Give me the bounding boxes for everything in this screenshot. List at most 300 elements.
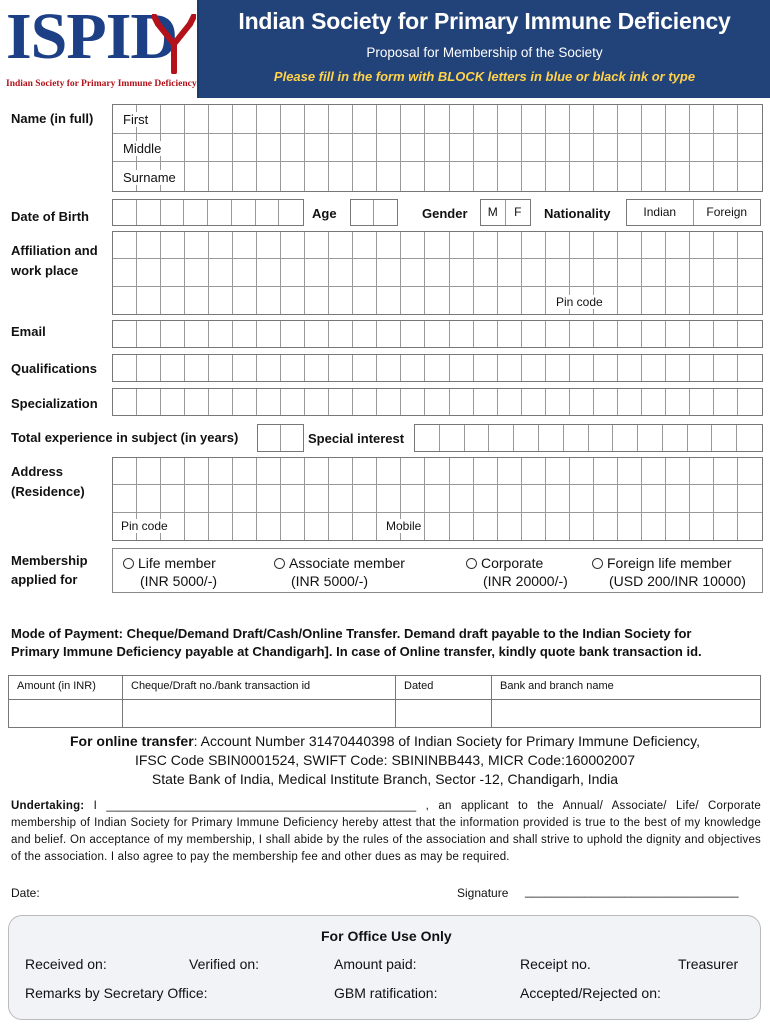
letter-cell[interactable] [161, 389, 185, 415]
letter-cell[interactable] [281, 105, 305, 134]
letter-cell[interactable] [738, 458, 762, 485]
letter-cell[interactable] [546, 485, 570, 512]
letter-cell[interactable] [714, 134, 738, 163]
letter-cell[interactable] [589, 425, 614, 451]
letter-cell[interactable] [522, 355, 546, 381]
letter-cell[interactable] [257, 513, 281, 540]
letter-cell[interactable] [185, 287, 209, 314]
letter-cell[interactable] [498, 162, 522, 191]
letter-cell[interactable] [690, 355, 714, 381]
letter-cell[interactable] [353, 485, 377, 512]
email-field[interactable] [112, 320, 763, 348]
letter-cell[interactable] [666, 134, 690, 163]
name-grid[interactable] [112, 104, 763, 192]
letter-cell[interactable] [233, 287, 257, 314]
letter-cell[interactable] [666, 232, 690, 259]
letter-cell[interactable] [642, 259, 666, 286]
letter-cell[interactable] [666, 458, 690, 485]
radio-icon[interactable] [123, 558, 134, 569]
letter-cell[interactable] [329, 105, 353, 134]
letter-cell[interactable] [257, 232, 281, 259]
letter-cell[interactable] [209, 389, 233, 415]
letter-cell[interactable] [281, 162, 305, 191]
letter-cell[interactable] [113, 287, 137, 314]
letter-cell[interactable] [714, 259, 738, 286]
letter-cell[interactable] [450, 458, 474, 485]
letter-cell[interactable] [233, 485, 257, 512]
letter-cell[interactable] [642, 321, 666, 347]
letter-cell[interactable] [474, 321, 498, 347]
letter-cell[interactable] [522, 287, 546, 314]
letter-cell[interactable] [714, 162, 738, 191]
letter-cell[interactable] [185, 458, 209, 485]
letter-cell[interactable] [305, 287, 329, 314]
letter-cell[interactable] [450, 389, 474, 415]
letter-cell[interactable] [450, 355, 474, 381]
letter-cell[interactable] [450, 513, 474, 540]
letter-cell[interactable] [474, 513, 498, 540]
letter-cell[interactable] [161, 355, 185, 381]
letter-cell[interactable] [498, 458, 522, 485]
letter-cell[interactable] [401, 105, 425, 134]
letter-cell[interactable] [185, 321, 209, 347]
letter-cell[interactable] [401, 458, 425, 485]
letter-cell[interactable] [642, 134, 666, 163]
letter-cell[interactable] [209, 513, 233, 540]
letter-cell[interactable] [161, 259, 185, 286]
letter-cell[interactable] [642, 458, 666, 485]
letter-cell[interactable] [113, 485, 137, 512]
letter-cell[interactable] [329, 389, 353, 415]
letter-cell[interactable] [714, 355, 738, 381]
letter-cell[interactable] [618, 485, 642, 512]
letter-cell[interactable] [450, 485, 474, 512]
letter-cell[interactable] [666, 259, 690, 286]
letter-cell[interactable] [281, 134, 305, 163]
letter-cell[interactable] [522, 105, 546, 134]
letter-cell[interactable] [137, 458, 161, 485]
letter-cell[interactable] [329, 513, 353, 540]
letter-cell[interactable] [113, 389, 137, 415]
letter-cell[interactable] [546, 355, 570, 381]
letter-cell[interactable] [570, 458, 594, 485]
letter-cell[interactable] [474, 232, 498, 259]
letter-cell[interactable] [522, 134, 546, 163]
letter-cell[interactable] [161, 232, 185, 259]
letter-cell[interactable] [233, 389, 257, 415]
letter-cell[interactable] [281, 287, 305, 314]
letter-cell[interactable] [401, 232, 425, 259]
letter-cell[interactable] [233, 232, 257, 259]
letter-cell[interactable] [712, 425, 737, 451]
letter-cell[interactable] [666, 321, 690, 347]
letter-cell[interactable] [257, 287, 281, 314]
letter-cell[interactable] [401, 259, 425, 286]
letter-cell[interactable] [305, 458, 329, 485]
letter-cell[interactable] [738, 287, 762, 314]
letter-cell[interactable] [257, 485, 281, 512]
letter-cell[interactable] [594, 458, 618, 485]
letter-cell[interactable] [690, 232, 714, 259]
letter-cell[interactable] [738, 105, 762, 134]
letter-cell[interactable] [666, 162, 690, 191]
letter-cell[interactable] [377, 355, 401, 381]
letter-cell[interactable] [137, 287, 161, 314]
letter-cell[interactable] [666, 513, 690, 540]
letter-cell[interactable] [714, 458, 738, 485]
letter-cell[interactable] [570, 259, 594, 286]
letter-cell[interactable] [642, 162, 666, 191]
letter-cell[interactable] [209, 355, 233, 381]
letter-cell[interactable] [113, 232, 137, 259]
letter-cell[interactable] [401, 162, 425, 191]
letter-cell[interactable] [738, 513, 762, 540]
letter-cell[interactable] [546, 513, 570, 540]
letter-cell[interactable] [690, 162, 714, 191]
letter-cell[interactable] [233, 134, 257, 163]
letter-cell[interactable] [329, 162, 353, 191]
letter-cell[interactable] [401, 355, 425, 381]
letter-cell[interactable] [425, 321, 449, 347]
letter-cell[interactable] [570, 513, 594, 540]
letter-cell[interactable] [305, 485, 329, 512]
membership-option-foreign-life[interactable]: Foreign life member (USD 200/INR 10000) [592, 554, 746, 590]
letter-cell[interactable] [377, 389, 401, 415]
letter-cell[interactable] [666, 485, 690, 512]
letter-cell[interactable] [546, 458, 570, 485]
letter-cell[interactable] [161, 134, 185, 163]
letter-cell[interactable] [450, 321, 474, 347]
payment-bank-input[interactable] [492, 700, 761, 728]
letter-cell[interactable] [401, 321, 425, 347]
letter-cell[interactable] [305, 162, 329, 191]
letter-cell[interactable] [570, 162, 594, 191]
letter-cell[interactable] [425, 232, 449, 259]
letter-cell[interactable] [305, 134, 329, 163]
letter-cell[interactable] [281, 321, 305, 347]
letter-cell[interactable] [570, 232, 594, 259]
radio-icon[interactable] [274, 558, 285, 569]
letter-cell[interactable] [714, 321, 738, 347]
letter-cell[interactable] [514, 425, 539, 451]
letter-cell[interactable] [209, 134, 233, 163]
letter-cell[interactable] [594, 389, 618, 415]
letter-cell[interactable] [425, 389, 449, 415]
letter-cell[interactable] [714, 105, 738, 134]
letter-cell[interactable] [425, 458, 449, 485]
letter-cell[interactable] [594, 355, 618, 381]
membership-option-associate[interactable]: Associate member (INR 5000/-) [274, 554, 405, 590]
letter-cell[interactable] [642, 287, 666, 314]
letter-cell[interactable] [137, 259, 161, 286]
letter-cell[interactable] [185, 134, 209, 163]
letter-cell[interactable] [257, 259, 281, 286]
letter-cell[interactable] [738, 321, 762, 347]
letter-cell[interactable] [666, 355, 690, 381]
letter-cell[interactable] [377, 105, 401, 134]
letter-cell[interactable] [185, 513, 209, 540]
signature-line[interactable]: ________________________________ [525, 884, 739, 898]
letter-cell[interactable] [377, 458, 401, 485]
letter-cell[interactable] [353, 321, 377, 347]
nationality-indian-option[interactable]: Indian [627, 200, 694, 225]
letter-cell[interactable] [425, 355, 449, 381]
letter-cell[interactable] [305, 513, 329, 540]
letter-cell[interactable] [450, 232, 474, 259]
letter-cell[interactable] [618, 458, 642, 485]
letter-cell[interactable] [474, 105, 498, 134]
dob-field[interactable] [112, 199, 304, 226]
letter-cell[interactable] [663, 425, 688, 451]
letter-cell[interactable] [546, 134, 570, 163]
letter-cell[interactable] [281, 485, 305, 512]
letter-cell[interactable] [522, 232, 546, 259]
letter-cell[interactable] [233, 355, 257, 381]
letter-cell[interactable] [185, 162, 209, 191]
letter-cell[interactable] [209, 105, 233, 134]
letter-cell[interactable] [594, 485, 618, 512]
letter-cell[interactable] [666, 287, 690, 314]
letter-cell[interactable] [613, 425, 638, 451]
letter-cell[interactable] [113, 321, 137, 347]
letter-cell[interactable] [570, 389, 594, 415]
letter-cell[interactable] [401, 389, 425, 415]
payment-amount-input[interactable] [9, 700, 123, 728]
letter-cell[interactable] [329, 485, 353, 512]
letter-cell[interactable] [690, 389, 714, 415]
letter-cell[interactable] [353, 355, 377, 381]
letter-cell[interactable] [353, 287, 377, 314]
letter-cell[interactable] [425, 287, 449, 314]
nationality-field[interactable] [626, 199, 761, 226]
letter-cell[interactable] [522, 321, 546, 347]
letter-cell[interactable] [498, 321, 522, 347]
gender-f-option[interactable]: F [514, 205, 522, 219]
payment-dated-input[interactable] [396, 700, 492, 728]
letter-cell[interactable] [638, 425, 663, 451]
letter-cell[interactable] [329, 321, 353, 347]
letter-cell[interactable] [161, 485, 185, 512]
letter-cell[interactable] [474, 355, 498, 381]
letter-cell[interactable] [690, 485, 714, 512]
letter-cell[interactable] [618, 162, 642, 191]
letter-cell[interactable] [209, 287, 233, 314]
letter-cell[interactable] [498, 105, 522, 134]
letter-cell[interactable] [690, 287, 714, 314]
letter-cell[interactable] [377, 321, 401, 347]
address-grid[interactable] [112, 457, 763, 541]
letter-cell[interactable] [305, 105, 329, 134]
letter-cell[interactable] [233, 162, 257, 191]
letter-cell[interactable] [690, 513, 714, 540]
letter-cell[interactable] [522, 162, 546, 191]
letter-cell[interactable] [329, 259, 353, 286]
letter-cell[interactable] [281, 355, 305, 381]
membership-option-life[interactable]: Life member (INR 5000/-) [123, 554, 217, 590]
letter-cell[interactable] [209, 259, 233, 286]
letter-cell[interactable] [714, 232, 738, 259]
letter-cell[interactable] [257, 355, 281, 381]
payment-cheque-input[interactable] [123, 700, 396, 728]
letter-cell[interactable] [738, 232, 762, 259]
letter-cell[interactable] [642, 485, 666, 512]
letter-cell[interactable] [642, 232, 666, 259]
letter-cell[interactable] [498, 355, 522, 381]
letter-cell[interactable] [474, 162, 498, 191]
letter-cell[interactable] [450, 259, 474, 286]
letter-cell[interactable] [594, 513, 618, 540]
letter-cell[interactable] [474, 287, 498, 314]
letter-cell[interactable] [209, 232, 233, 259]
letter-cell[interactable] [690, 321, 714, 347]
letter-cell[interactable] [546, 259, 570, 286]
letter-cell[interactable] [137, 485, 161, 512]
letter-cell[interactable] [594, 134, 618, 163]
letter-cell[interactable] [257, 458, 281, 485]
radio-icon[interactable] [592, 558, 603, 569]
letter-cell[interactable] [281, 389, 305, 415]
letter-cell[interactable] [305, 321, 329, 347]
letter-cell[interactable] [353, 134, 377, 163]
letter-cell[interactable] [161, 105, 185, 134]
letter-cell[interactable] [209, 321, 233, 347]
letter-cell[interactable] [329, 134, 353, 163]
letter-cell[interactable] [642, 355, 666, 381]
letter-cell[interactable] [642, 105, 666, 134]
age-field[interactable] [350, 199, 398, 226]
letter-cell[interactable] [329, 458, 353, 485]
letter-cell[interactable] [738, 355, 762, 381]
letter-cell[interactable] [209, 458, 233, 485]
letter-cell[interactable] [185, 355, 209, 381]
letter-cell[interactable] [738, 389, 762, 415]
letter-cell[interactable] [714, 513, 738, 540]
letter-cell[interactable] [281, 513, 305, 540]
letter-cell[interactable] [690, 458, 714, 485]
letter-cell[interactable] [546, 162, 570, 191]
letter-cell[interactable] [489, 425, 514, 451]
letter-cell[interactable] [233, 259, 257, 286]
letter-cell[interactable] [642, 513, 666, 540]
letter-cell[interactable] [353, 259, 377, 286]
letter-cell[interactable] [353, 458, 377, 485]
letter-cell[interactable] [450, 105, 474, 134]
letter-cell[interactable] [233, 513, 257, 540]
radio-icon[interactable] [466, 558, 477, 569]
letter-cell[interactable] [618, 232, 642, 259]
letter-cell[interactable] [185, 485, 209, 512]
letter-cell[interactable] [305, 232, 329, 259]
letter-cell[interactable] [185, 105, 209, 134]
letter-cell[interactable] [257, 321, 281, 347]
letter-cell[interactable] [690, 105, 714, 134]
letter-cell[interactable] [688, 425, 713, 451]
letter-cell[interactable] [185, 389, 209, 415]
letter-cell[interactable] [570, 355, 594, 381]
letter-cell[interactable] [137, 232, 161, 259]
letter-cell[interactable] [714, 389, 738, 415]
letter-cell[interactable] [539, 425, 564, 451]
letter-cell[interactable] [353, 162, 377, 191]
letter-cell[interactable] [498, 134, 522, 163]
letter-cell[interactable] [329, 287, 353, 314]
letter-cell[interactable] [666, 105, 690, 134]
letter-cell[interactable] [546, 389, 570, 415]
letter-cell[interactable] [377, 485, 401, 512]
letter-cell[interactable] [546, 105, 570, 134]
letter-cell[interactable] [233, 458, 257, 485]
letter-cell[interactable] [377, 259, 401, 286]
letter-cell[interactable] [714, 287, 738, 314]
letter-cell[interactable] [329, 355, 353, 381]
letter-cell[interactable] [415, 425, 440, 451]
letter-cell[interactable] [474, 259, 498, 286]
letter-cell[interactable] [425, 162, 449, 191]
letter-cell[interactable] [377, 287, 401, 314]
letter-cell[interactable] [618, 287, 642, 314]
special-interest-field[interactable] [414, 424, 763, 452]
letter-cell[interactable] [737, 425, 762, 451]
nationality-foreign-option[interactable]: Foreign [706, 205, 748, 219]
letter-cell[interactable] [690, 134, 714, 163]
letter-cell[interactable] [185, 232, 209, 259]
letter-cell[interactable] [305, 355, 329, 381]
letter-cell[interactable] [401, 287, 425, 314]
letter-cell[interactable] [353, 232, 377, 259]
letter-cell[interactable] [618, 134, 642, 163]
letter-cell[interactable] [642, 389, 666, 415]
letter-cell[interactable] [353, 105, 377, 134]
letter-cell[interactable] [618, 389, 642, 415]
letter-cell[interactable] [522, 389, 546, 415]
letter-cell[interactable] [594, 321, 618, 347]
letter-cell[interactable] [450, 287, 474, 314]
letter-cell[interactable] [618, 105, 642, 134]
letter-cell[interactable] [570, 485, 594, 512]
letter-cell[interactable] [546, 321, 570, 347]
letter-cell[interactable] [353, 389, 377, 415]
affiliation-grid[interactable] [112, 231, 763, 315]
letter-cell[interactable] [666, 389, 690, 415]
letter-cell[interactable] [353, 513, 377, 540]
letter-cell[interactable] [498, 513, 522, 540]
letter-cell[interactable] [113, 355, 137, 381]
letter-cell[interactable] [305, 259, 329, 286]
experience-field[interactable] [257, 424, 304, 452]
letter-cell[interactable] [377, 162, 401, 191]
specialization-field[interactable] [112, 388, 763, 416]
letter-cell[interactable] [233, 105, 257, 134]
letter-cell[interactable] [425, 105, 449, 134]
letter-cell[interactable] [522, 485, 546, 512]
letter-cell[interactable] [618, 321, 642, 347]
letter-cell[interactable] [498, 287, 522, 314]
letter-cell[interactable] [377, 232, 401, 259]
letter-cell[interactable] [257, 162, 281, 191]
letter-cell[interactable] [450, 162, 474, 191]
letter-cell[interactable] [137, 389, 161, 415]
letter-cell[interactable] [305, 389, 329, 415]
letter-cell[interactable] [233, 321, 257, 347]
letter-cell[interactable] [498, 232, 522, 259]
letter-cell[interactable] [440, 425, 465, 451]
letter-cell[interactable] [594, 259, 618, 286]
letter-cell[interactable] [113, 458, 137, 485]
letter-cell[interactable] [209, 162, 233, 191]
letter-cell[interactable] [474, 458, 498, 485]
letter-cell[interactable] [564, 425, 589, 451]
letter-cell[interactable] [185, 259, 209, 286]
